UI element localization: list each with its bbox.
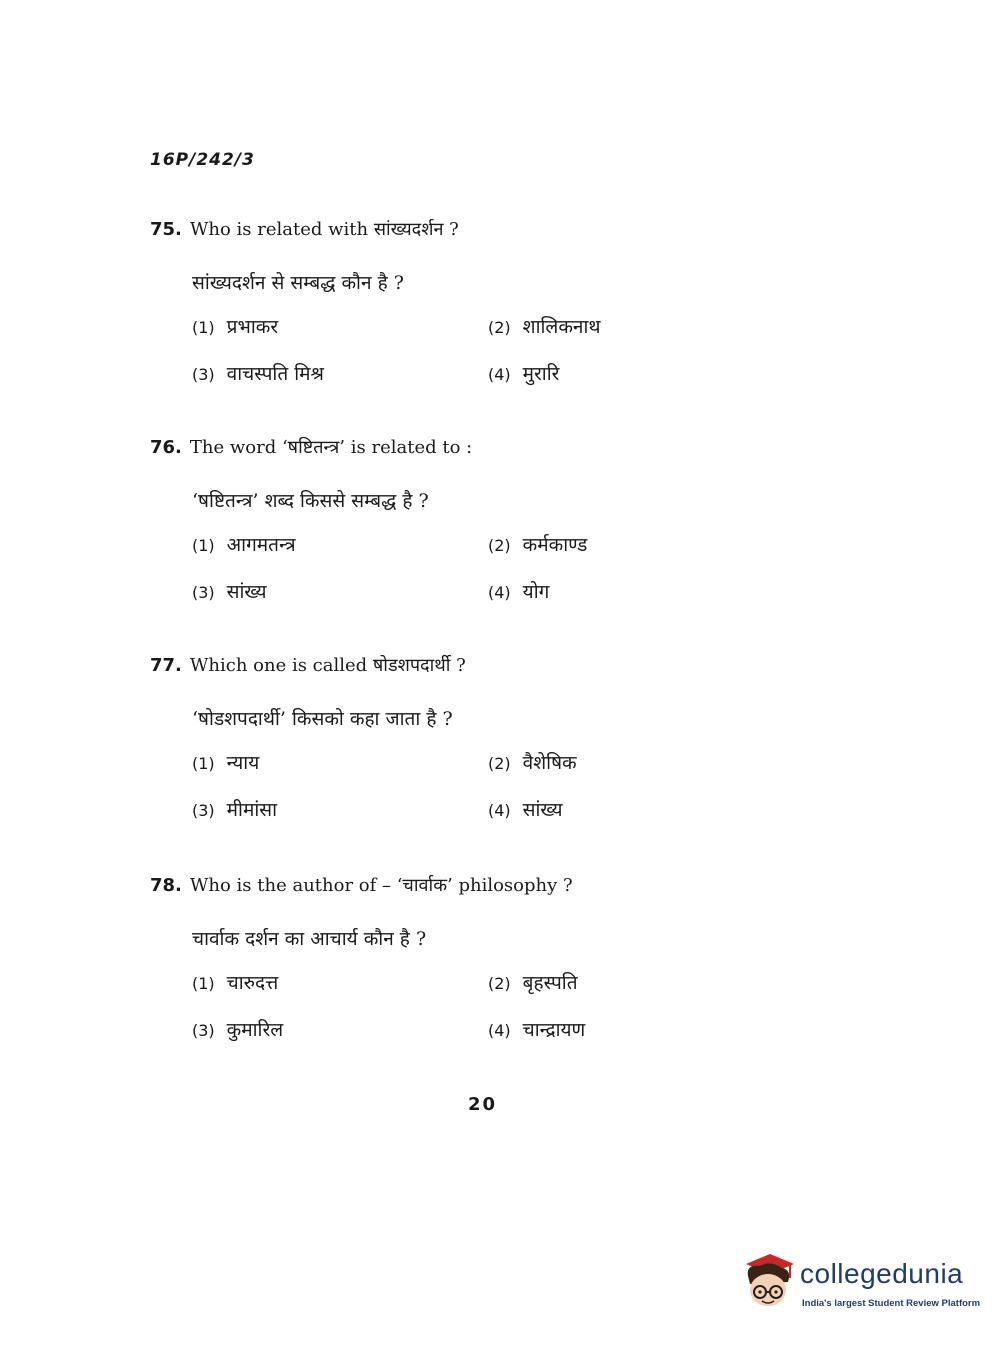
options [192,532,670,606]
option-4: (4) मुरारि [488,363,560,385]
brand-tagline: India's largest Student Review Platform [802,1298,981,1309]
option-1: (1) चारुदत्त [192,972,279,994]
option-3: (3) वाचस्पति मिश्र [192,363,324,385]
options [192,314,670,388]
question-number: 76. [150,437,182,458]
option-4: (4) योग [488,581,550,603]
brand-name: collegedunia [800,1258,964,1289]
question-77 [150,654,670,824]
paper-code: 16P/242/3 [150,150,255,170]
mascot-icon [740,1250,798,1312]
question-75 [150,218,670,388]
question-78 [150,874,670,1044]
option-2: (2) वैशेषिक [488,752,577,774]
option-3: (3) मीमांसा [192,799,278,821]
question-text-english: Who is related with सांख्यदर्शन ? [189,219,459,240]
option-1: (1) न्याय [192,752,260,774]
option-2: (2) शालिकनाथ [488,316,601,338]
page-number: 20 [468,1094,498,1115]
question-number: 75. [150,219,182,240]
question-76 [150,436,670,606]
options [192,970,670,1044]
question-text-hindi: सांख्यदर्शन से सम्बद्ध कौन है ? [192,272,404,294]
question-number: 78. [150,875,182,896]
question-text-english: The word ‘षष्टितन्त्र’ is related to : [189,437,473,458]
collegedunia-watermark [740,1248,981,1318]
option-1: (1) प्रभाकर [192,316,279,338]
question-text-hindi: चार्वाक दर्शन का आचार्य कौन है ? [192,928,427,950]
question-text-english: Who is the author of – ‘चार्वाक’ philosophy ? [189,875,573,896]
option-3: (3) सांख्य [192,581,267,603]
question-text-hindi: ‘षोडशपदार्थी’ किसको कहा जाता है ? [192,708,453,730]
options [192,750,670,824]
option-2: (2) बृहस्पति [488,972,578,994]
question-text-hindi: ‘षष्टितन्त्र’ शब्द किससे सम्बद्ध है ? [192,490,429,512]
option-2: (2) कर्मकाण्ड [488,534,588,556]
question-text-english: Which one is called षोडशपदार्थी ? [189,655,466,676]
option-4: (4) सांख्य [488,799,563,821]
question-number: 77. [150,655,182,676]
option-4: (4) चान्द्रायण [488,1019,586,1041]
option-3: (3) कुमारिल [192,1019,284,1041]
option-1: (1) आगमतन्त्र [192,534,296,556]
